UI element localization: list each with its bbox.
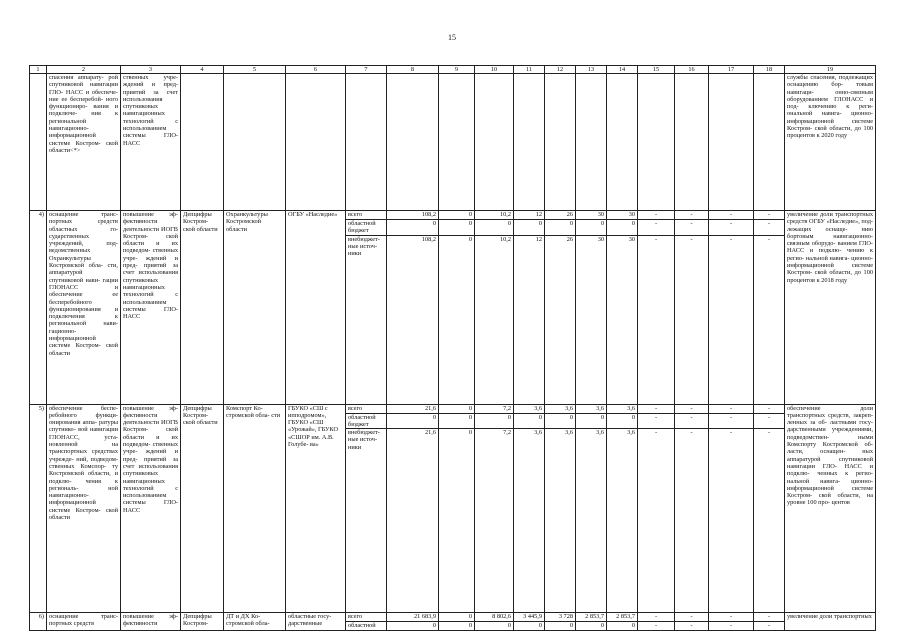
- funding-value: 26: [545, 211, 576, 220]
- measure-purpose: повышение эф- фективности деятельности ИОГВ Костром- ской области и их подведом- ственных учре- ждений и пред- приятий за счет использования спутниковых навигационных технологий с использованием системы ГЛО- НАСС: [121, 211, 181, 405]
- funding-value: 3,6: [514, 404, 545, 413]
- responsible-executor: Депцифры Костром- ской области: [181, 211, 224, 405]
- funding-value: 3,6: [545, 404, 576, 413]
- empty-cell: [475, 74, 514, 211]
- empty-cell: [545, 74, 576, 211]
- co-executor: Охранкультуры Костромской области: [224, 211, 286, 405]
- funding-value: 2 853,7: [576, 613, 607, 622]
- target-indicator: службы спасения, подлежащих оснащению бор- товым навигаци- онно-связным оборудованием ГЛОНАСС и под- ключению к реги- ональной навига- ционно- информационной системе Костром- ской области, до 100 процентов к 2020 году: [785, 74, 876, 211]
- column-number: 1: [30, 66, 47, 74]
- column-number: 5: [224, 66, 286, 74]
- funding-value: -: [754, 211, 785, 220]
- page-number: 15: [448, 33, 456, 42]
- funding-value: 108,2: [387, 211, 439, 220]
- measure-purpose: повышение эф- фективности: [121, 613, 181, 631]
- funding-value: 3,6: [607, 429, 638, 613]
- funding-value: -: [754, 235, 785, 404]
- funding-value: 0: [387, 220, 439, 236]
- column-number: 14: [607, 66, 638, 74]
- funding-value: -: [638, 404, 675, 413]
- funding-value: -: [754, 220, 785, 236]
- empty-cell: [709, 74, 754, 211]
- funding-value: -: [675, 211, 709, 220]
- funding-value: 10,2: [475, 235, 514, 404]
- funding-value: 0: [475, 220, 514, 236]
- funding-value: 0: [545, 413, 576, 429]
- empty-cell: [286, 74, 346, 211]
- funding-value: 3 728: [545, 613, 576, 622]
- funding-value: 0: [387, 413, 439, 429]
- funding-value: 30: [607, 235, 638, 404]
- funding-value: -: [675, 235, 709, 404]
- responsible-executor: Депцифры Костром- ской области: [181, 404, 224, 613]
- funding-source: всего: [346, 613, 387, 622]
- column-number: 12: [545, 66, 576, 74]
- measure-purpose: повышение эф- фективности деятельности ИОГВ Костром- ской области и их подведом- ственных учре- ждений и пред- приятий за счет использования спутниковых навигационных технологий с использованием системы ГЛО- НАСС: [121, 404, 181, 613]
- funding-value: 7,2: [475, 429, 514, 613]
- table-row: [30, 211, 876, 220]
- funding-value: -: [638, 429, 675, 613]
- column-number-row: [30, 66, 876, 74]
- funding-value: 0: [545, 220, 576, 236]
- column-number: 15: [638, 66, 675, 74]
- funding-value: 3,6: [607, 404, 638, 413]
- measure-description: обеспечение беспе- ребойного функци- онирования аппа- ратуры спутнико- вой навигации ГЛОНАСС, уста- новленной на транспортных средствах учрежде- ний, подведом- ственных Комспор- ту Костромской области, и подклю- чения к региональ- ной навигационно- информационной системе Костром- ской области: [47, 404, 121, 613]
- funding-value: 10,2: [475, 211, 514, 220]
- funding-value: -: [709, 429, 754, 613]
- empty-cell: [224, 74, 286, 211]
- target-indicator: увеличение доли транспортных: [785, 613, 876, 631]
- funding-value: -: [709, 404, 754, 413]
- program-table: [29, 65, 876, 631]
- row-number: 4): [30, 211, 47, 405]
- funding-value: -: [638, 413, 675, 429]
- funding-value: -: [638, 613, 675, 622]
- funding-value: 12: [514, 235, 545, 404]
- funding-value: 0: [514, 622, 545, 631]
- funding-value: 0: [475, 413, 514, 429]
- funding-value: 0: [439, 404, 475, 413]
- funding-value: -: [675, 404, 709, 413]
- funding-source: областной бюджет: [346, 220, 387, 236]
- participant: областные госу- дарственные: [286, 613, 346, 631]
- funding-value: 0: [439, 235, 475, 404]
- funding-value: 0: [439, 413, 475, 429]
- funding-value: 0: [514, 413, 545, 429]
- funding-source: областной бюджет: [346, 413, 387, 429]
- empty-cell: [30, 74, 47, 211]
- funding-value: -: [754, 413, 785, 429]
- funding-value: 108,2: [387, 235, 439, 404]
- funding-value: -: [675, 413, 709, 429]
- funding-value: 2 853,7: [607, 613, 638, 622]
- funding-source: всего: [346, 211, 387, 220]
- column-number: 7: [346, 66, 387, 74]
- column-number: 10: [475, 66, 514, 74]
- funding-value: -: [709, 211, 754, 220]
- funding-value: 0: [439, 622, 475, 631]
- target-indicator: увеличение доли транспортных средств ОГБУ «Наследие», под- лежащих оснаще- нию бортовым навигационно- связным оборудо- ванием ГЛО- НАСС и подклю- чению к регио- нальной навига- ционно- информационной системе Костром- ской области, до 100 процентов к 2018 году: [785, 211, 876, 405]
- funding-value: 30: [576, 211, 607, 220]
- funding-value: -: [638, 211, 675, 220]
- funding-value: 0: [576, 220, 607, 236]
- funding-value: -: [754, 404, 785, 413]
- funding-value: -: [675, 613, 709, 622]
- funding-value: 0: [545, 622, 576, 631]
- funding-value: 7,2: [475, 404, 514, 413]
- funding-value: -: [709, 613, 754, 622]
- funding-value: 0: [475, 622, 514, 631]
- funding-value: 0: [607, 413, 638, 429]
- column-number: 6: [286, 66, 346, 74]
- measure-description: оснащение транс- портных средств: [47, 613, 121, 631]
- column-number: 4: [181, 66, 224, 74]
- co-executor: Комспорт Ко- стромской обла- сти: [224, 404, 286, 613]
- empty-cell: [638, 74, 675, 211]
- column-number: 17: [709, 66, 754, 74]
- row-number: 6): [30, 613, 47, 631]
- empty-cell: [439, 74, 475, 211]
- funding-value: 8 802,6: [475, 613, 514, 622]
- funding-value: 0: [607, 622, 638, 631]
- funding-value: -: [754, 613, 785, 622]
- funding-value: 3,6: [514, 429, 545, 613]
- column-number: 8: [387, 66, 439, 74]
- funding-value: -: [709, 622, 754, 631]
- empty-cell: [675, 74, 709, 211]
- measure-description: оснащение транс- портных средств областных го- сударственных учреждений, под- ведомственных Охранкультуры Костромской обла- сти, аппаратурой спутниковой нави- гации ГЛОНАСС и обеспечение ее бесперебойного функционирования и подключения к региональной нави- гационно- информационной системе Костром- ской области: [47, 211, 121, 405]
- funding-value: -: [675, 622, 709, 631]
- funding-source: внебюджет- ные источ- ники: [346, 235, 387, 404]
- funding-source: областной: [346, 622, 387, 631]
- funding-value: 21,6: [387, 429, 439, 613]
- funding-value: 0: [387, 622, 439, 631]
- empty-cell: [514, 74, 545, 211]
- column-number: 2: [47, 66, 121, 74]
- funding-value: 3,6: [576, 429, 607, 613]
- table-row: [30, 613, 876, 622]
- empty-cell: [576, 74, 607, 211]
- funding-value: -: [638, 622, 675, 631]
- continuation-row: [30, 74, 876, 211]
- participant: ОГБУ «Наследие»: [286, 211, 346, 405]
- measure-description: спасения аппарату- рой спутниковой навигации ГЛО- НАСС и обеспече- ние ее бесперебой- ного функциониро- вания и подключе- ния к региональной навигационно- информационной системе Костром- ской области<*>: [47, 74, 121, 211]
- funding-value: -: [638, 220, 675, 236]
- empty-cell: [181, 74, 224, 211]
- column-number: 9: [439, 66, 475, 74]
- funding-value: -: [754, 622, 785, 631]
- column-number: 11: [514, 66, 545, 74]
- funding-value: 0: [576, 413, 607, 429]
- column-number: 16: [675, 66, 709, 74]
- empty-cell: [607, 74, 638, 211]
- funding-value: 0: [439, 211, 475, 220]
- funding-value: -: [754, 429, 785, 613]
- funding-value: 0: [439, 613, 475, 622]
- funding-value: 0: [514, 220, 545, 236]
- funding-value: 21 683,9: [387, 613, 439, 622]
- funding-value: 0: [439, 220, 475, 236]
- co-executor: ДТ и ДХ Ко- стромской обла-: [224, 613, 286, 631]
- responsible-executor: Депцифры Костром-: [181, 613, 224, 631]
- funding-value: -: [638, 235, 675, 404]
- column-number: 3: [121, 66, 181, 74]
- funding-value: -: [709, 235, 754, 404]
- target-indicator: обеспечение доли транспортных средств, закреп- ленных за об- ластными госу- дарственными учреждениями, подведомствен- ными Комспорту Костромской об- ласти, оснащен- ных аппаратурой спутниковой навигации ГЛО- НАСС и подклю- ченных к регио- нальной навига- ционно- информационной системе Костром- ской области, на уровне 100 про- центов: [785, 404, 876, 613]
- empty-cell: [754, 74, 785, 211]
- funding-value: 0: [607, 220, 638, 236]
- column-number: 19: [785, 66, 876, 74]
- table-row: [30, 404, 876, 413]
- funding-value: 30: [607, 211, 638, 220]
- funding-value: 0: [576, 622, 607, 631]
- funding-value: 26: [545, 235, 576, 404]
- empty-cell: [387, 74, 439, 211]
- participant: ГБУКО «СШ с ипподромом», ГБУКО «СШ «Урожай», ГБУКО «СШОР им. А.В. Голубе- ва»: [286, 404, 346, 613]
- funding-value: 21,6: [387, 404, 439, 413]
- column-number: 18: [754, 66, 785, 74]
- column-number: 13: [576, 66, 607, 74]
- funding-value: -: [675, 220, 709, 236]
- funding-value: -: [709, 220, 754, 236]
- funding-value: 0: [439, 429, 475, 613]
- measure-purpose: ственных учре- ждений и пред- приятий за счет использования спутниковых навигационных технологий с использованием системы ГЛО- НАСС: [121, 74, 181, 211]
- empty-cell: [346, 74, 387, 211]
- funding-value: 3,6: [545, 429, 576, 613]
- funding-value: 3,6: [576, 404, 607, 413]
- funding-value: -: [709, 413, 754, 429]
- funding-value: 12: [514, 211, 545, 220]
- funding-source: внебюджет- ные источ- ники: [346, 429, 387, 613]
- funding-value: 30: [576, 235, 607, 404]
- funding-value: 3 445,9: [514, 613, 545, 622]
- funding-value: -: [675, 429, 709, 613]
- funding-source: всего: [346, 404, 387, 413]
- row-number: 5): [30, 404, 47, 613]
